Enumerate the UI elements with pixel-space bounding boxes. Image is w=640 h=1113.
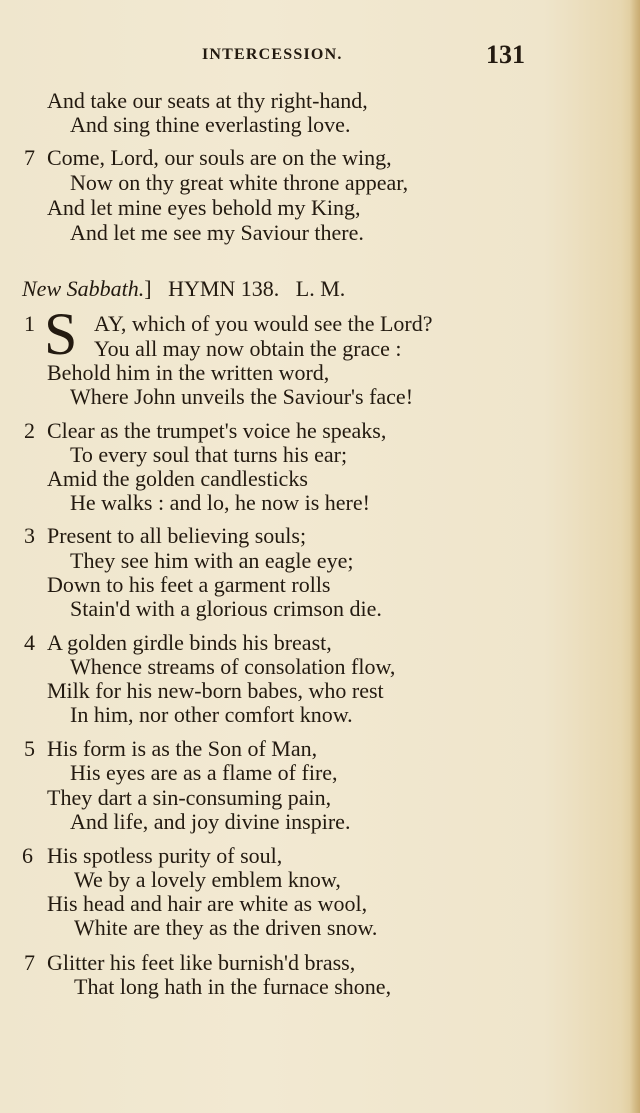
verse-line: Down to his feet a garment rolls: [47, 572, 331, 597]
verse-line: Stain'd with a glorious crimson die.: [70, 596, 382, 621]
verse-line: Now on thy great white throne appear,: [70, 170, 409, 195]
stanza-number: 5: [24, 736, 35, 761]
verse-line: Glitter his feet like burnish'd brass,: [47, 950, 356, 975]
page-number: 131: [486, 40, 525, 69]
verse-line: Behold him in the written word,: [47, 360, 330, 385]
verse-line: And life, and joy divine inspire.: [70, 809, 351, 834]
verse-line: Where John unveils the Saviour's face!: [70, 384, 414, 409]
verse-line: And take our seats at thy right-hand,: [47, 88, 368, 113]
verse-line: A golden girdle binds his breast,: [47, 630, 332, 655]
verse-line: And let mine eyes behold my King,: [47, 195, 361, 220]
verse-line: His spotless purity of soul,: [47, 843, 283, 868]
verse-line: And sing thine everlasting love.: [70, 112, 351, 137]
stanza-number: 4: [24, 630, 35, 655]
stanza-number: 2: [24, 418, 35, 443]
hymn-heading: [22, 276, 345, 302]
verse-line: His form is as the Son of Man,: [47, 736, 318, 761]
drop-cap: S: [44, 301, 78, 367]
verse-line: We by a lovely emblem know,: [74, 867, 341, 892]
page-edge: [630, 0, 640, 1113]
stanza-number: 1: [24, 311, 35, 336]
tune-bracket: ]: [144, 276, 152, 301]
verse-line: To every soul that turns his ear;: [70, 442, 348, 467]
verse-line: AY, which of you would see the Lord?: [94, 311, 433, 336]
tune-name: New Sabbath.: [22, 276, 145, 301]
verse-line: They dart a sin-consuming pain,: [47, 785, 332, 810]
running-head: INTERCESSION.: [202, 46, 343, 63]
verse-line: He walks : and lo, he now is here!: [70, 490, 370, 515]
verse-line: They see him with an eagle eye;: [70, 548, 354, 573]
stanza-number: 6: [22, 843, 33, 868]
verse-line: In him, nor other comfort know.: [70, 702, 353, 727]
stanza-number: 3: [24, 523, 35, 548]
verse-line: His eyes are as a flame of fire,: [70, 760, 338, 785]
verse-line: Whence streams of consolation flow,: [70, 654, 396, 679]
stanza-number: 7: [24, 145, 35, 170]
verse-line: That long hath in the furnace shone,: [74, 974, 392, 999]
verse-line: And let me see my Saviour there.: [70, 220, 364, 245]
verse-line: Milk for his new-born babes, who rest: [47, 678, 384, 703]
verse-line: Come, Lord, our souls are on the wing,: [47, 145, 392, 170]
hymn-title: HYMN 138.: [168, 276, 280, 301]
verse-line: His head and hair are white as wool,: [47, 891, 368, 916]
verse-line: You all may now obtain the grace :: [94, 336, 402, 361]
verse-line: Amid the golden candlesticks: [47, 466, 308, 491]
hymn-meter: L. M.: [295, 276, 346, 301]
verse-line: White are they as the driven snow.: [74, 915, 378, 940]
verse-line: Clear as the trumpet's voice he speaks,: [47, 418, 387, 443]
verse-line: Present to all believing souls;: [47, 523, 307, 548]
stanza-number: 7: [24, 950, 35, 975]
